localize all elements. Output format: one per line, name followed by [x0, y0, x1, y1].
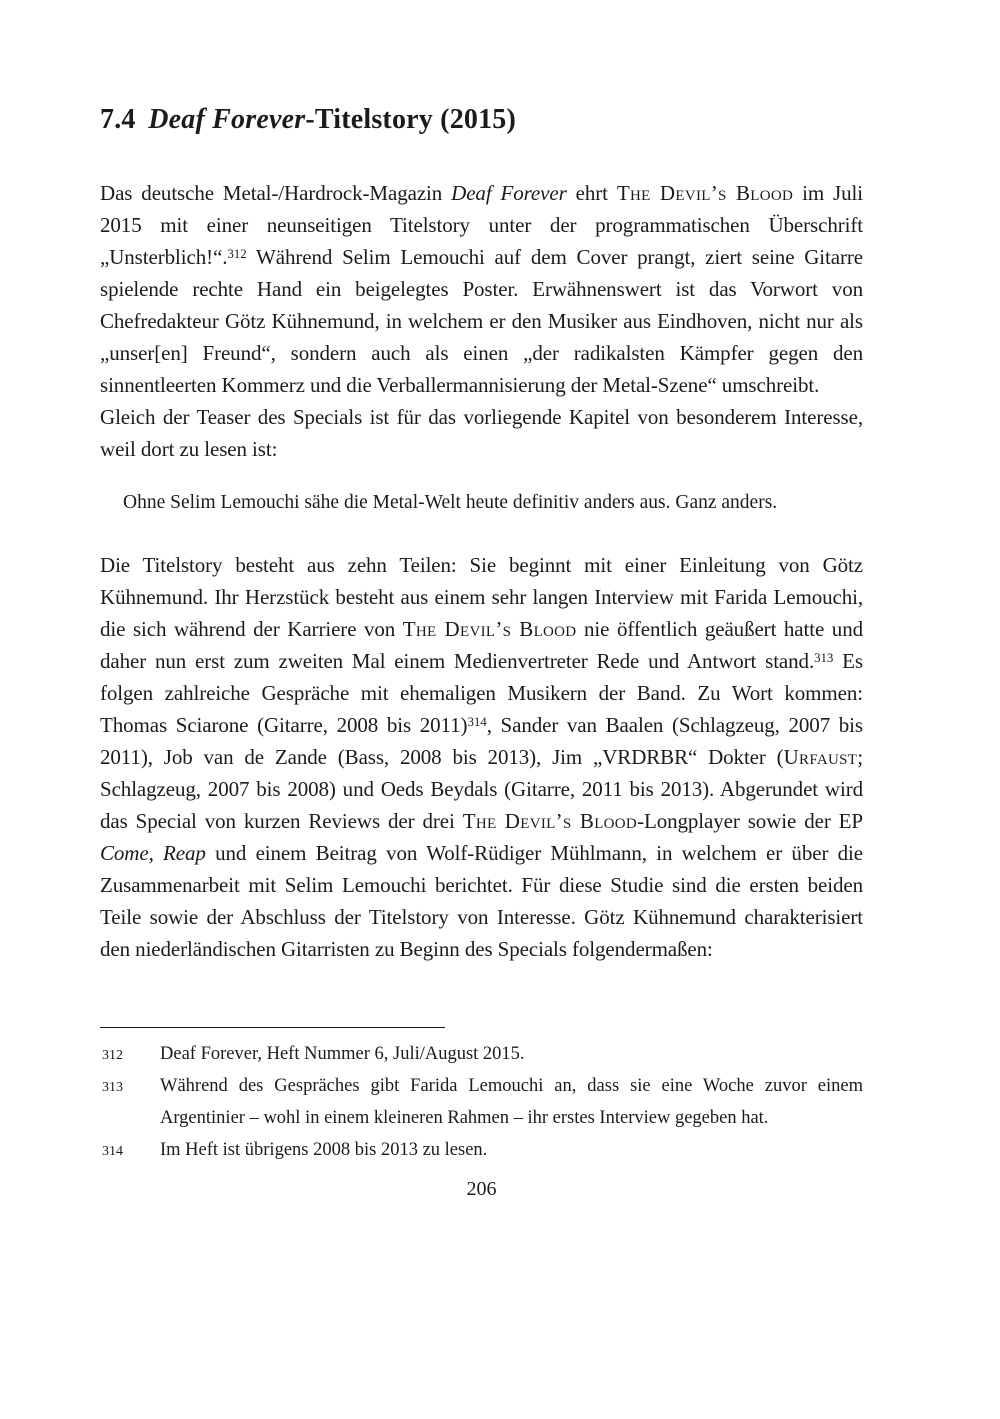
footnote-314	[100, 1134, 863, 1166]
page-number: 206	[466, 1178, 497, 1200]
footnote-text: Während des Gespräches gibt Farida Lemouchi an, dass sie eine Woche zuvor einem Argentinier – wohl in einem kleineren Rahmen – ihr erstes Interview gegeben hat.	[160, 1076, 863, 1128]
section-title-rest: -Titelstory (2015)	[305, 104, 517, 135]
footnotes-block	[100, 1038, 863, 1166]
section-number: 7.4	[100, 104, 136, 135]
section-heading	[100, 103, 863, 137]
footnote-separator-rule	[100, 1027, 445, 1028]
paragraph-titelstory-structure: Die Titelstory besteht aus zehn Teilen: Sie beginnt mit einer Einleitung von Götz Kühnemund. Ihr Herzstück besteht aus einem sehr langen Interview mit Farida Lemouchi, die sich während der Karriere von The Devil’s Blood nie öffentlich geäußert hatte und daher nun erst zum zweiten Mal einem Medienvertreter Rede und Antwort stand.$^{313}$ Es folgen zahlreiche Gespräche mit ehemaligen Musikern der Band. Zu Wort kommen: Thomas Sciarone (Gitarre, 2008 bis 2011)$^{314}$, Sander van Baalen (Schlagzeug, 2007 bis 2011), Job van de Zande (Bass, 2008 bis 2013), Jim „VRDRBR“ Dokter (Urfaust; Schlagzeug, 2007 bis 2008) und Oeds Beydals (Gitarre, 2011 bis 2013). Abgerundet wird das Special von kurzen Reviews der drei The Devil’s Blood-Longplayer sowie der EP Come, Reap und einem Beitrag von Wolf-Rüdiger Mühlmann, in welchem er über die Zusammenarbeit mit Selim Lemouchi berichtet. Für diese Studie sind die ersten beiden Teile sowie der Abschluss der Titelstory von Interesse. Götz Kühnemund charakterisiert den niederländischen Gitarristen zu Beginn des Specials folgendermaßen:	[100, 553, 864, 961]
section-title-italic: Deaf Forever	[148, 104, 306, 135]
footnote-text: Im Heft ist übrigens 2008 bis 2013 zu lesen.	[160, 1140, 488, 1160]
pull-quote: Ohne Selim Lemouchi sähe die Metal-Welt heute definitiv anders aus. Ganz anders.	[123, 492, 778, 513]
footnote-text: Deaf Forever, Heft Nummer 6, Juli/August 2015.	[160, 1044, 525, 1064]
footnote-number: 312	[102, 1048, 123, 1063]
footnote-number: 313	[102, 1080, 123, 1095]
footnote-number: 314	[102, 1144, 123, 1159]
paragraph-teaser-intro: Gleich der Teaser des Specials ist für das vorliegende Kapitel von besonderem Interesse, weil dort zu lesen ist:	[100, 405, 863, 461]
paragraph-magazin-intro: Das deutsche Metal-/Hardrock-Magazin Deaf Forever ehrt The Devil’s Blood im Juli 2015 mit einer neunseitigen Titelstory unter der programmatischen Überschrift „Unsterblich!“.$^{312}$ Während Selim Lemouchi auf dem Cover prangt, ziert seine Gitarre spielende rechte Hand ein beigelegtes Poster. Erwähnenswert ist das Vorwort von Chefredakteur Götz Kühnemund, in welchem er den Musiker aus Eindhoven, nicht nur als „unser[en] Freund“, sondern auch als einen „der radikalsten Kämpfer gegen den sinnentleerten Kommerz und die Verballermannisierung der Metal-Szene“ umschreibt.	[100, 181, 863, 397]
footnote-313	[100, 1070, 863, 1134]
footnote-312	[100, 1038, 863, 1070]
